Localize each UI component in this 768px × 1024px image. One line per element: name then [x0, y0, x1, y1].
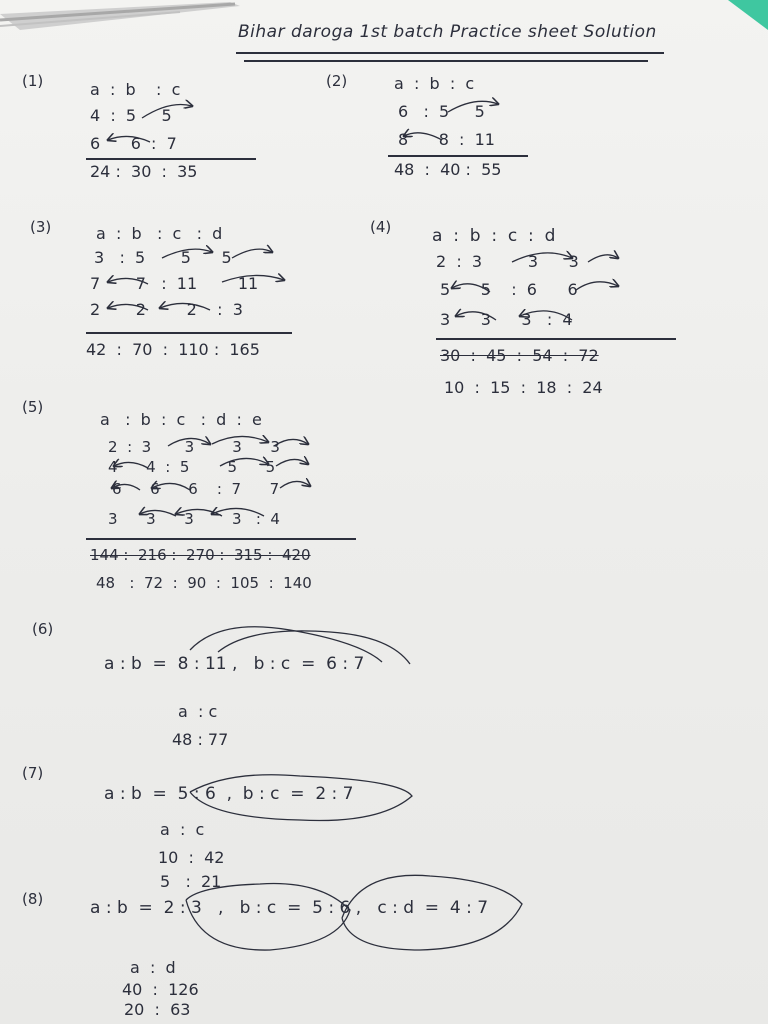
ratio-equation: a : b = 2 : 3 , b : c = 5 : 6 , c : d = 4 : 7: [90, 898, 489, 918]
ratio-row: 6 6 6 : 7 7: [112, 480, 280, 498]
corner-decoration: [708, 0, 768, 40]
result-row: 10 : 15 : 18 : 24: [444, 378, 603, 397]
ratio-equation: a : b = 8 : 11 , b : c = 6 : 7: [104, 654, 365, 674]
ratio-row: 8 8 : 11: [398, 130, 495, 149]
ratio-row: 3 3 3 : 4: [440, 310, 573, 329]
ratio-row: 6 6 : 7: [90, 134, 177, 153]
title-underline: [236, 52, 664, 54]
ratio-row: 10 : 42: [158, 848, 225, 867]
struck-result-row: 144 : 216 : 270 : 315 : 420: [90, 546, 311, 564]
problem-number: (2): [326, 72, 348, 90]
ratio-row: 5 : 21: [160, 872, 222, 891]
problem-number: (7): [22, 764, 44, 782]
ratio-row: a : b : c : d: [96, 224, 223, 243]
struck-result-row: 30 : 45 : 54 : 72: [440, 346, 599, 365]
ratio-row: 2 : 3 3 3 3: [108, 438, 280, 456]
pen-decoration: [0, 0, 260, 36]
title-underline-2: [244, 60, 648, 62]
ratio-row: 4 4 : 5 5 5: [108, 458, 276, 476]
problem-number: (1): [22, 72, 44, 90]
sum-rule: [388, 155, 528, 157]
ratio-row: 2 2 2 : 3: [90, 300, 243, 319]
ratio-row: 3 : 5 5 5: [94, 248, 232, 267]
ratio-row: 48 : 77: [172, 730, 229, 749]
problem-number: (8): [22, 890, 44, 908]
sum-rule: [436, 338, 676, 340]
ratio-row: 40 : 126: [122, 980, 199, 999]
sum-rule: [86, 158, 256, 160]
ratio-row: 6 : 5 5: [398, 102, 485, 121]
ratio-row: 3 3 3 3 : 4: [108, 510, 280, 528]
problem-number: (6): [32, 620, 54, 638]
ratio-row: a : b : c: [394, 74, 475, 93]
ratio-row: a : c: [178, 702, 218, 721]
ratio-row: 2 : 3 3 3: [436, 252, 579, 271]
problem-number: (5): [22, 398, 44, 416]
result-row: 24 : 30 : 35: [90, 162, 198, 181]
ratio-equation: a : b = 5 : 6 , b : c = 2 : 7: [104, 784, 354, 804]
sum-rule: [86, 538, 356, 540]
sum-rule: [86, 332, 292, 334]
ratio-row: 20 : 63: [124, 1000, 191, 1019]
result-row: 48 : 40 : 55: [394, 160, 502, 179]
result-row: 48 : 72 : 90 : 105 : 140: [96, 574, 312, 592]
ratio-row: 7 7 : 11 11: [90, 274, 259, 293]
ratio-row: a : d: [130, 958, 176, 977]
problem-number: (3): [30, 218, 52, 236]
result-row: 42 : 70 : 110 : 165: [86, 340, 260, 359]
ratio-row: 5 5 : 6 6: [440, 280, 578, 299]
ratio-row: a : c: [160, 820, 205, 839]
ratio-row: a : b : c : d : e: [100, 410, 262, 429]
problem-number: (4): [370, 218, 392, 236]
ratio-row: a : b : c : d: [432, 226, 556, 246]
ratio-row: a : b : c: [90, 80, 181, 99]
ratio-row: 4 : 5 5: [90, 106, 172, 125]
page-title: Bihar daroga 1st batch Practice sheet Solution: [238, 22, 657, 42]
